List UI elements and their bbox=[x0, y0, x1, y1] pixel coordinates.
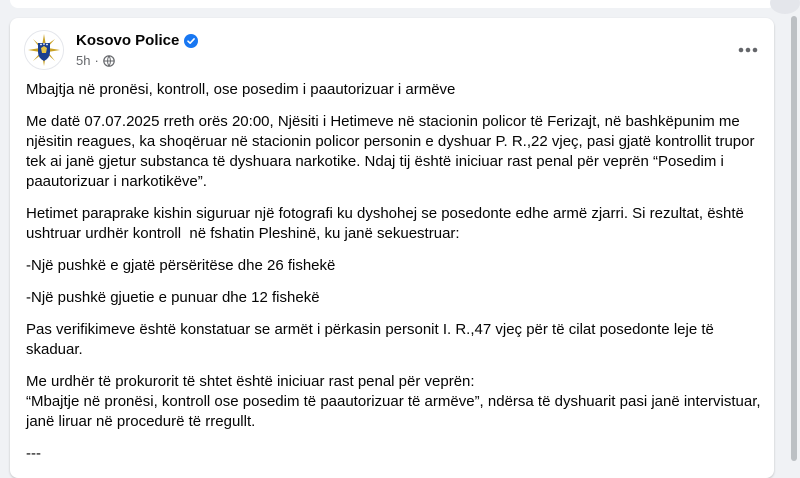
more-options-icon bbox=[738, 47, 758, 53]
more-options-button[interactable] bbox=[732, 34, 764, 66]
scroll-corner bbox=[770, 0, 800, 14]
post-paragraph: Me datë 07.07.2025 rreth orës 20:00, Njësiti i Hetimeve në stacionin policor të Ferizajt, në bashkëpunim me njësitin reagues, ka shoqëruar në stacionin policor personin e dyshuar P. R.,22 vjeç, pasi gjatë kontrollit trupor tek ai janë gjetur substanca të dyshuara narkotike. Ndaj tij është iniciuar rast penal për veprën “Posedim i paautorizuar i narkotikëve”. bbox=[26, 113, 759, 190]
post-timestamp[interactable]: 5h bbox=[76, 53, 91, 68]
kosovo-police-logo-icon bbox=[25, 31, 63, 69]
post-paragraph: -Një pushkë gjuetie e punuar dhe 12 fishekë bbox=[26, 289, 320, 306]
scrollbar[interactable] bbox=[788, 16, 800, 461]
previous-post-card bbox=[10, 0, 776, 8]
post-paragraph: Me urdhër të prokurorit të shtet është iniciuar rast penal për veprën: “Mbajtje në pronësi, kontroll ose posedim të paautorizuar të armëve”, ndërsa të dyshuarit pasi janë intervistuar, janë liruar në procedurë të rregullt. bbox=[26, 373, 761, 430]
post-author bbox=[76, 31, 198, 51]
verified-badge-icon bbox=[184, 34, 198, 48]
post-paragraph: -Një pushkë e gjatë përsëritëse dhe 26 fishekë bbox=[26, 257, 336, 274]
meta-separator: · bbox=[94, 53, 99, 68]
post-body bbox=[26, 80, 766, 476]
scrollbar-thumb[interactable] bbox=[791, 16, 797, 461]
post-paragraph: Hetimet paraprake kishin siguruar një fotografi ku dyshohej se posedonte edhe armë zjarri. Si rezultat, është ushtruar urdhër kontroll në fshatin Pleshinë, ku janë sekuestruar: bbox=[26, 205, 749, 242]
post-paragraph: Mbajtja në pronësi, kontroll, ose posedim i paautorizuar i armëve bbox=[26, 81, 456, 98]
post-paragraph: --- bbox=[26, 445, 41, 462]
post-paragraph: Pas verifikimeve është konstatuar se armët i përkasin personit I. R.,47 vjeç për të cilat posedonte leje të skaduar. bbox=[26, 321, 719, 358]
post-meta bbox=[76, 53, 115, 68]
globe-icon[interactable] bbox=[103, 55, 115, 67]
post-card bbox=[10, 18, 774, 478]
author-name[interactable]: Kosovo Police bbox=[76, 32, 180, 49]
avatar[interactable] bbox=[24, 30, 64, 70]
